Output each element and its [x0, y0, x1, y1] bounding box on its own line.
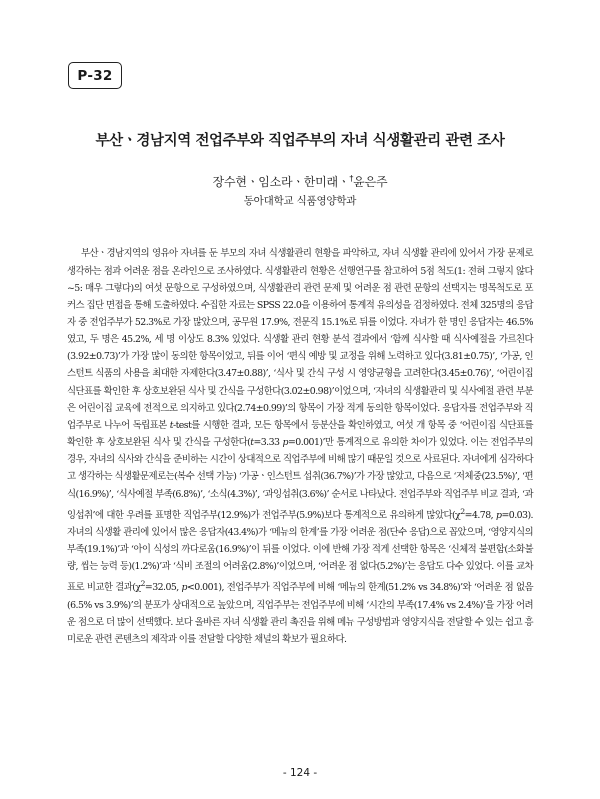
affiliation: 동아대학교 식품영양학과 — [243, 195, 357, 207]
abstract-italic-p-1: p — [282, 437, 288, 449]
abstract-italic-t: t — [169, 419, 173, 431]
abstract-body — [67, 245, 533, 648]
corresponding-author-mark: † — [349, 174, 354, 183]
author-names: 장수현ㆍ임소라ㆍ한미래ㆍ — [212, 175, 350, 189]
abstract-text-part-3: =3.33 — [253, 437, 283, 449]
abstract-superscript-2: 2 — [140, 579, 145, 589]
abstract-text-part-2: -test를 시행한 결과, 모든 항목에서 등분산을 확인하였고, 여섯 개 항목 중 ‘어린이집 식단표를 확인한 후 상호보완된 식사 및 간식을 구성한다( — [67, 419, 533, 449]
abstract-italic-p-2: p — [496, 509, 502, 521]
abstract-text-part-6: =0.03). 자녀의 식생활 관리에 있어서 많은 응답자(43.4%)가 ‘메뉴의 한계’를 가장 어려운 점(단수 응답)으로 꼽았으며, ‘영양지식의 부족(19.1%)’과 ‘아이 식성의 까다로움(16.9%)’이 뒤를 이었다. 이에 반해 가장 적게 선택한 항목은 ‘신체적 불편함(소화불량, 씹는 능력 등)(1.2%)’과 ‘식비 조절의 어려움(2.8%)’이었으며, ‘어려운 점 없다(5.2%)’는 응답도 다수 있었다. 이를 교차표로 비교한 결과(χ — [67, 509, 533, 594]
abstract-italic-p-3: p — [181, 582, 187, 594]
abstract-text-part-8: <0.001), 전업주부가 직업주부에 비해 ‘메뉴의 한계(51.2% vs 34.8%)’와 ‘어려운 점 없음(6.5% vs 3.9%)’의 분포가 상대적으로 높았으며, 직업주부는 전업주부에 비해 ‘시간의 부족(17.4% vs 2.4%)’을 가장 어려운 점으로 더 많이 선택했다. 보다 올바른 자녀 식생활 관리 촉진을 위해 메뉴 구성방법과 영양지식을 전달할 수 있는 쉽고 흥미로운 관련 콘텐츠의 제작과 이를 전달할 다양한 채널의 확보가 필요하다. — [67, 582, 533, 646]
page-number: - 124 - — [282, 767, 318, 779]
abstract-italic-t-var: t — [250, 437, 254, 449]
abstract-text-part-1: 부산ㆍ경남지역의 영유아 자녀를 둔 부모의 자녀 식생활관리 현황을 파악하고, 자녀 식생활 관리에 있어서 가장 문제로 생각하는 점과 어려운 점을 온라인으로 조사하였다. 식생활관리 현황은 선행연구를 참고하여 5점 척도(1: 전혀 그렇지 않다~5: 매우 그렇다)의 여섯 문항으로 구성하였으며, 식생활관리 관련 문제 및 어려운 점 관련 문항의 선택지는 명목척도로 포커스 집단 면접을 통해 도출하였다. 수집한 자료는 SPSS 22.0을 이용하여 통계적 유의성을 검정하였다. 전체 325명의 응답자 중 전업주부가 52.3%로 가장 많았으며, 공무원 17.9%, 전문직 15.1%로 뒤를 이었다. 자녀가 한 명인 응답자는 46.5%였고, 두 명은 45.2%, 세 명 이상도 8.3% 있었다. 식생활 관리 현황 분석 결과에서 ‘함께 식사할 때 식사예절을 가르친다(3.92±0.73)’가 가장 많이 동의한 항목이었고, 뒤를 이어 ‘편식 예방 및 교정을 위해 노력하고 있다(3.81±0.75)’, ‘가공, 인스턴트 식품의 사용을 최대한 자제한다(3.47±0.88)’, ‘식사 및 간식 구성 시 영양균형을 고려한다(3.45±0.76)’, ‘어린이집 식단표를 확인한 후 상호보완된 식사 및 간식을 구성한다(3.02±0.98)’이었으며, ‘자녀의 식생활관리 및 식사예절 관련 부분은 어린이집 교육에 전적으로 의지하고 있다(2.74±0.99)’의 항목이 가장 적게 동의한 항목이었다. 응답자를 전업주부와 직업주부로 나누어 독립표본 — [67, 248, 533, 431]
poster-number-badge: P-32 — [68, 62, 122, 89]
abstract-text-part-4: =0.001)’만 통계적으로 유의한 차이가 있었다. 이는 전업주부의 경우, 자녀의 식사와 간식을 준비하는 시간이 상대적으로 직업주부에 비해 많기 때문일 것으로 사료된다. 자녀에게 심각하다고 생각하는 식생활문제로는(복수 선택 가능) ‘가공ㆍ인스턴트 섭취(36.7%)’가 가장 많았고, 다음으로 ‘저체중(23.5%)’, ‘편식(16.9%)’, ‘식사예절 부족(6.8%)’, ‘소식(4.3%)’, ‘과잉섭취(3.6%)’ 순서로 나타났다. 전업주부와 직업주부 비교 결과, ‘과잉섭취’에 대한 우려를 표명한 직업주부(12.9%)가 전업주부(5.9%)보다 통계적으로 유의하게 많았다(χ — [67, 437, 533, 521]
author-list — [0, 173, 600, 190]
abstract-text-part-5: =4.78, — [464, 509, 497, 521]
abstract-superscript-1: 2 — [460, 506, 465, 516]
corresponding-author: 윤은주 — [353, 175, 388, 189]
abstract-text-part-7: =32.05, — [144, 582, 182, 594]
paper-title: 부산ㆍ경남지역 전업주부와 직업주부의 자녀 식생활관리 관련 조사 — [95, 133, 505, 149]
